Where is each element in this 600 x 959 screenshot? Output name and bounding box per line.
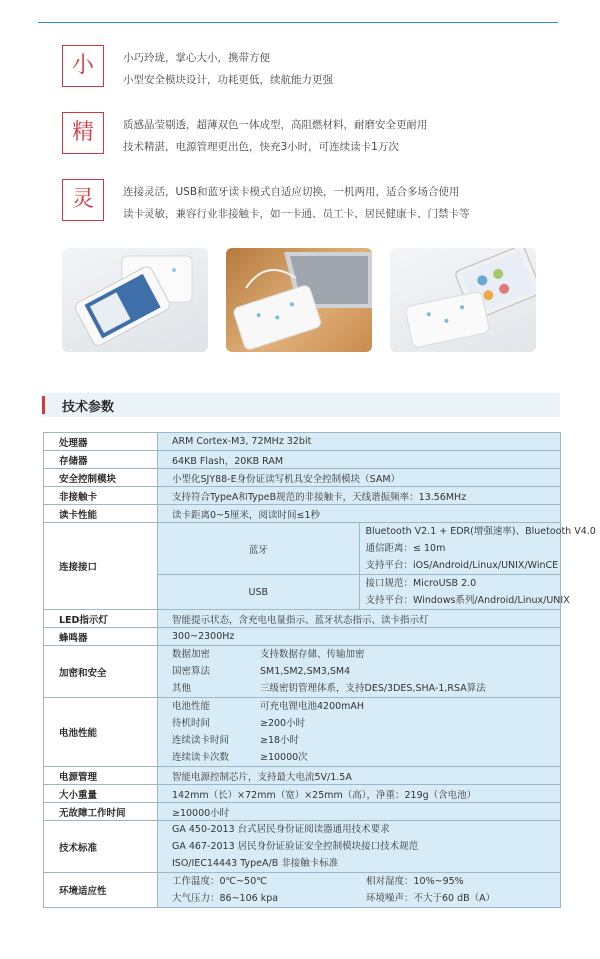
feature-line: 技术精湛，电源管理更出色，快充3小时，可连续读卡1万次	[123, 141, 399, 153]
spec-value: 智能电源控制芯片，支持最大电流5V/1.5A	[158, 767, 561, 785]
spec-line: GA 450-2013 台式居民身份证阅读器通用技术要求	[172, 824, 390, 835]
section-accent-bar	[42, 396, 45, 414]
feature-fine	[62, 112, 562, 162]
product-photo-laptop	[226, 248, 372, 352]
feature-badge: 灵	[62, 179, 104, 221]
spec-table	[43, 432, 596, 908]
spec-key: 安全控制模块	[44, 469, 158, 487]
table-row	[44, 646, 561, 698]
spec-key: LED指示灯	[44, 610, 158, 628]
spec-line: 支持平台：iOS/Android/Linux/UNIX/WinCE	[365, 560, 559, 571]
spec-value: ≥10000小时	[158, 803, 561, 821]
table-row	[44, 873, 561, 908]
spec-subkey: USB	[158, 575, 360, 610]
spec-subkey: 国密算法	[172, 666, 211, 677]
spec-line: Bluetooth V2.1 + EDR(增强速率)、Bluetooth V4.0	[365, 526, 596, 537]
table-row	[44, 610, 561, 628]
spec-value	[359, 575, 570, 610]
section-title: 技术参数	[62, 400, 115, 415]
spec-key: 技术标准	[44, 821, 158, 873]
spec-line: 通信距离：≤ 10m	[365, 543, 446, 554]
spec-subkey: 大气压力：86~106 kpa	[172, 893, 279, 904]
spec-key: 加密和安全	[44, 646, 158, 698]
table-row	[44, 451, 561, 469]
spec-subvalue: ≥200小时	[260, 718, 306, 729]
feature-badge: 精	[62, 112, 104, 154]
spec-value: 142mm（长）×72mm（宽）×25mm（高），净重：219g（含电池）	[158, 785, 561, 803]
product-photo-phone	[62, 248, 208, 352]
spec-subvalue: ≥18小时	[260, 735, 300, 746]
spec-subkey: 连续读卡次数	[172, 752, 230, 763]
spec-subvalue: 环境噪声：不大于60 dB（A）	[366, 893, 496, 904]
table-row	[44, 803, 561, 821]
spec-line: GA 467-2013 居民身份证验证安全控制模块接口技术规范	[172, 841, 419, 852]
table-row	[44, 628, 561, 646]
spec-key: 环境适应性	[44, 873, 158, 908]
feature-line: 小巧玲珑，掌心大小，携带方便	[123, 52, 270, 64]
spec-key: 电源管理	[44, 767, 158, 785]
spec-value	[158, 698, 561, 767]
product-photo-tablet	[390, 248, 536, 352]
spec-value	[158, 873, 561, 908]
spec-line: 支持平台：Windows系列/Android/Linux/UNIX	[365, 595, 570, 606]
spec-value: 64KB Flash，20KB RAM	[158, 451, 561, 469]
spec-line: 接口规范：MicroUSB 2.0	[365, 578, 477, 589]
spec-value: 智能提示状态，含充电电量指示、蓝牙状态指示、读卡指示灯	[158, 610, 561, 628]
spec-subkey: 电池性能	[172, 701, 211, 712]
table-row	[44, 523, 561, 575]
spec-key: 非接触卡	[44, 487, 158, 505]
top-divider	[38, 22, 558, 23]
feature-small	[62, 45, 562, 95]
feature-flexible	[62, 179, 562, 229]
spec-key: 存储器	[44, 451, 158, 469]
spec-value	[359, 523, 596, 575]
feature-badge: 小	[62, 45, 104, 87]
spec-value: 小型化SJY88-E身份证读写机具安全控制模块（SAM）	[158, 469, 561, 487]
feature-line: 连接灵活，USB和蓝牙读卡模式自适应切换，一机两用，适合多场合使用	[123, 186, 460, 198]
spec-line: ISO/IEC14443 TypeA/B 非接触卡标准	[172, 858, 339, 869]
table-row	[44, 505, 561, 523]
spec-key: 处理器	[44, 433, 158, 451]
spec-key: 读卡性能	[44, 505, 158, 523]
spec-key: 蜂鸣器	[44, 628, 158, 646]
spec-value: 读卡距离0~5厘米，阅读时间≤1秒	[158, 505, 561, 523]
table-row	[44, 433, 561, 451]
spec-subkey: 其他	[172, 683, 192, 694]
spec-subvalue: 三级密钥管理体系，支持DES/3DES,SHA-1,RSA算法	[260, 683, 486, 694]
spec-subkey: 蓝牙	[158, 523, 360, 575]
table-row	[44, 487, 561, 505]
table-row	[44, 785, 561, 803]
spec-value: 300~2300Hz	[158, 628, 561, 646]
spec-subkey: 数据加密	[172, 649, 211, 660]
table-row	[44, 767, 561, 785]
feature-line: 小型安全模块设计，功耗更低，续航能力更强	[123, 74, 333, 86]
spec-subvalue: 可充电锂电池4200mAH	[260, 701, 365, 712]
feature-line: 读卡灵敏，兼容行业非接触卡，如一卡通、员工卡、居民健康卡、门禁卡等	[123, 208, 470, 220]
table-row	[44, 821, 561, 873]
spec-value: ARM Cortex-M3, 72MHz 32bit	[158, 433, 561, 451]
spec-subkey: 待机时间	[172, 718, 211, 729]
spec-value: 支持符合TypeA和TypeB规范的非接触卡，天线谐振频率：13.56MHz	[158, 487, 561, 505]
spec-subkey: 工作温度：0℃~50℃	[172, 876, 267, 887]
spec-key: 连接接口	[44, 523, 158, 610]
spec-subvalue: ≥10000次	[260, 752, 308, 763]
spec-subvalue: 相对湿度：10%~95%	[366, 876, 464, 887]
table-row	[44, 698, 561, 767]
spec-subvalue: 支持数据存储、传输加密	[260, 649, 365, 660]
spec-key: 电池性能	[44, 698, 158, 767]
spec-value	[158, 646, 561, 698]
feature-line: 质感晶莹剔透，超薄双色一体成型，高阻燃材料，耐磨安全更耐用	[123, 119, 428, 131]
spec-key: 无故障工作时间	[44, 803, 158, 821]
spec-value	[158, 821, 561, 873]
spec-key: 大小重量	[44, 785, 158, 803]
table-row	[44, 469, 561, 487]
section-header	[42, 393, 560, 417]
spec-subkey: 连续读卡时间	[172, 735, 230, 746]
spec-subvalue: SM1,SM2,SM3,SM4	[260, 666, 351, 677]
